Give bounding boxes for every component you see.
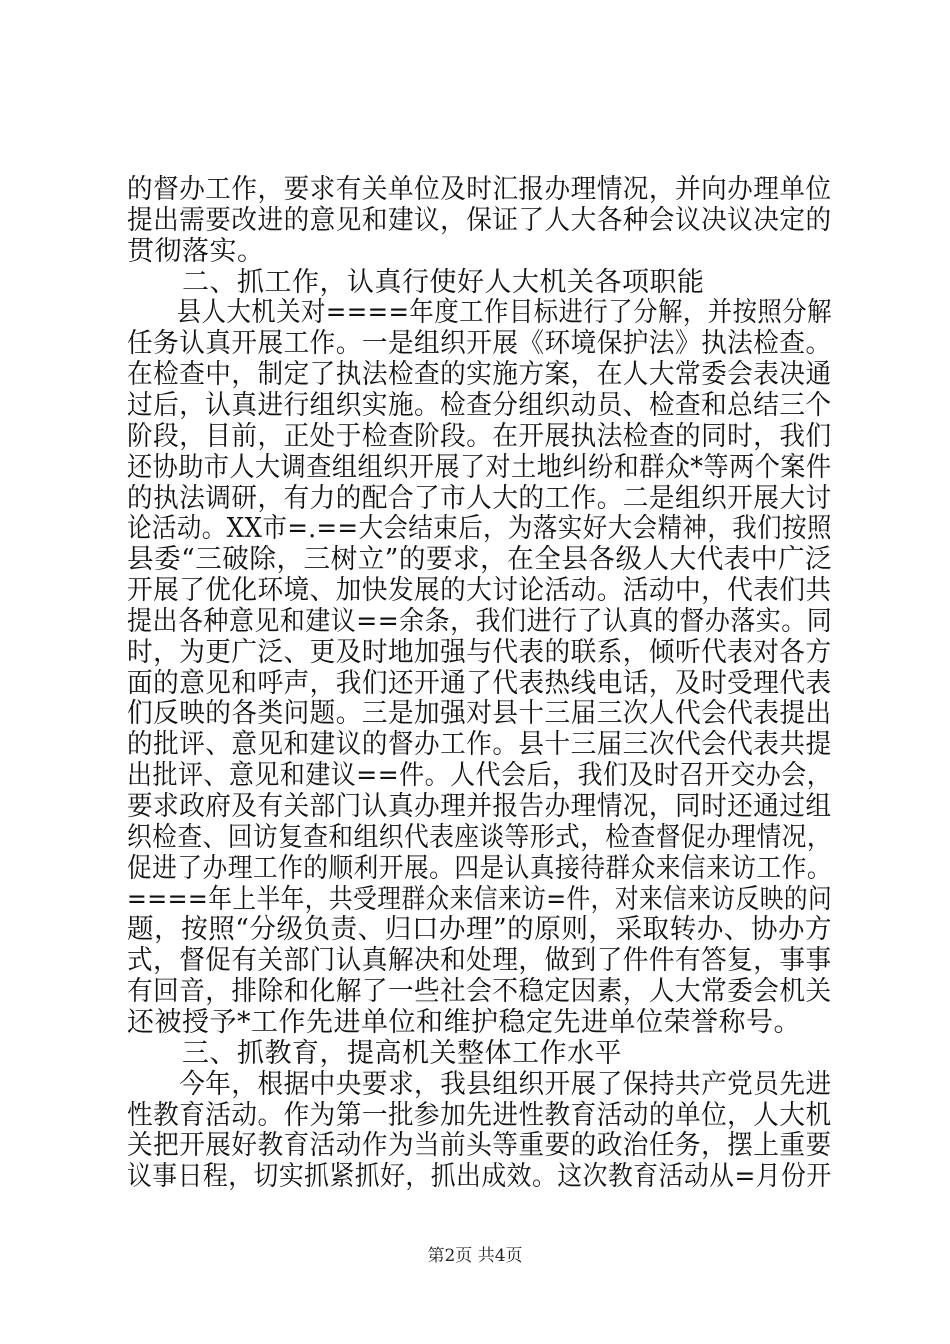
text-line: 提出各种意见和建议==余条，我们进行了认真的督办落实。同 — [127, 605, 833, 637]
text-line: 性教育活动。作为第一批参加先进性教育活动的单位，人大机 — [127, 1099, 832, 1131]
text-line: 贯彻落实。 — [127, 235, 265, 267]
text-line: 织检查、回访复查和组织代表座谈等形式，检查督促办理情况， — [127, 821, 833, 853]
text-line: 过后，认真进行组织实施。检查分组织动员、检查和总结三个 — [127, 389, 832, 421]
text-line: 有回音，排除和化解了一些社会不稳定因素，人大常委会机关 — [127, 976, 832, 1008]
text-line: 开展了优化环境、加快发展的大讨论活动。活动中，代表们共 — [127, 575, 832, 607]
text-line: 提出需要改进的意见和建议，保证了人大各种会议决议决定的 — [127, 204, 832, 236]
text-line: 促进了办理工作的顺利开展。四是认真接待群众来信来访工作。 — [127, 852, 833, 884]
text-line: 出批评、意见和建议==件。人代会后，我们及时召开交办会， — [127, 760, 833, 792]
text-line: 的督办工作，要求有关单位及时汇报办理情况，并向办理单位 — [127, 174, 832, 205]
text-line: 的执法调研，有力的配合了市人大的工作。二是组织开展大讨 — [127, 482, 832, 514]
text-line: 议事日程，切实抓紧抓好，抓出成效。这次教育活动从=月份开 — [127, 1161, 832, 1193]
text-line: 阶段，目前，正处于检查阶段。在开展执法检查的同时，我们 — [127, 420, 832, 452]
text-line: 式，督促有关部门认真解决和处理，做到了件件有答复，事事 — [127, 945, 832, 977]
page-footer — [0, 1244, 950, 1268]
text-line: 要求政府及有关部门认真办理并报告办理情况，同时还通过组 — [127, 791, 832, 822]
text-line: 的批评、意见和建议的督办工作。县十三届三次代会代表共提 — [127, 729, 832, 761]
page-number-label: 第2页 共4页 — [427, 1246, 523, 1266]
text-line: 在检查中，制定了执法检查的实施方案，在人大常委会表决通 — [127, 359, 832, 391]
text-line: 论活动。XX市=.==大会结束后，为落实好大会精神，我们按照 — [127, 513, 832, 545]
text-line: 关把开展好教育活动作为当前头等重要的政治任务，摆上重要 — [127, 1130, 832, 1162]
text-line: 面的意见和呼声，我们还开通了代表热线电话，及时受理代表 — [127, 667, 832, 699]
text-line: 三、抓教育，提高机关整体工作水平 — [127, 1037, 622, 1069]
text-line: 县委“三破除，三树立”的要求，在全县各级人大代表中广泛 — [127, 544, 833, 576]
text-line: 题，按照“分级负责、归口办理”的原则，采取转办、协办方 — [127, 914, 833, 946]
text-line: 二、抓工作，认真行使好人大机关各项职能 — [127, 266, 705, 298]
text-line: 时，为更广泛、更及时地加强与代表的联系，倾听代表对各方 — [127, 636, 832, 668]
text-line: 县人大机关对====年度工作目标进行了分解，并按照分解 — [127, 297, 832, 329]
text-line: 还协助市人大调查组组织开展了对土地纠纷和群众*等两个案件 — [127, 451, 832, 483]
text-line: 们反映的各类问题。三是加强对县十三届三次人代会代表提出 — [127, 698, 832, 730]
text-line: 还被授予*工作先进单位和维护稳定先进单位荣誉称号。 — [127, 1006, 801, 1038]
text-line: 今年，根据中央要求，我县组织开展了保持共产党员先进 — [127, 1068, 832, 1100]
text-line: 任务认真开展工作。一是组织开展《环境保护法》执法检查。 — [127, 328, 832, 360]
text-line: ====年上半年，共受理群众来信来访=件，对来信来访反映的问 — [127, 883, 833, 915]
